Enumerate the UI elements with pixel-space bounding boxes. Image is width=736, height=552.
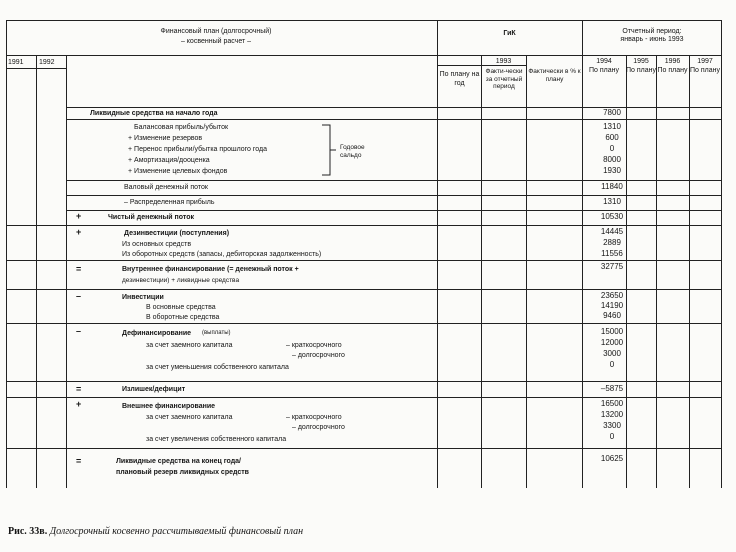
- row-distributed-profit-label: – Распределенная прибыль: [124, 199, 215, 206]
- col-1997-plan: По плану: [689, 67, 720, 74]
- row-external-finance-long-value: 3300: [603, 421, 621, 430]
- row-target-funds-value: 1930: [603, 166, 621, 175]
- row-definancing-long: – долгосрочного: [292, 352, 345, 359]
- row-disinvestment-fixed: Из основных средств: [122, 241, 192, 248]
- figure-number: Рис. 33в.: [8, 526, 48, 537]
- row-target-funds: + Изменение целевых фондов: [128, 168, 228, 175]
- report-period-dates: январь - июнь 1993: [620, 36, 684, 43]
- plan-title: Финансовый план (долгосрочный): [160, 28, 272, 35]
- col-1994: 1994: [596, 58, 612, 65]
- row-definancing-equity: за счет уменьшения собственного капитала: [146, 364, 289, 371]
- row-disinvestment-sign: +: [76, 227, 82, 237]
- row-definancing-label-suffix: (выплаты): [202, 330, 231, 336]
- row-disinvestment-current: Из оборотных средств (запасы, дебиторская задолженность): [122, 251, 322, 258]
- col-1995-plan: По плану: [626, 67, 657, 74]
- row-net-cash-flow-sign: +: [76, 211, 82, 221]
- row-balance-profit: Балансовая прибыль/убыток: [134, 124, 229, 131]
- row-disinvestment-label: Дезинвестиции (поступления): [124, 230, 230, 237]
- col-1997: 1997: [697, 58, 713, 65]
- row-liquid-start-value: 7800: [603, 108, 621, 117]
- row-internal-finance-value: 32775: [600, 262, 624, 271]
- financial-plan-table: [6, 20, 722, 488]
- row-external-finance-short-value: 13200: [600, 410, 624, 419]
- row-liquid-start-label: Ликвидные средства на начало года: [90, 110, 218, 117]
- row-external-finance-long: – долгосрочного: [292, 424, 345, 431]
- col-1994-plan: По плану: [588, 67, 619, 74]
- col-1996-plan: По плану: [657, 67, 688, 74]
- row-net-cash-flow-label: Чистый денежный поток: [108, 214, 194, 221]
- row-internal-finance-label: Внутреннее финансирование (= денежный поток +: [122, 266, 299, 273]
- row-external-finance-value: 16500: [600, 399, 624, 408]
- row-gross-cash-flow-value: 11840: [601, 182, 623, 191]
- row-investment-sign: –: [76, 291, 82, 301]
- col-1992: 1992: [39, 59, 55, 66]
- row-amortization: + Амортизация/дооценка: [128, 157, 210, 164]
- row-definancing-debt: за счет заемного капитала: [146, 342, 233, 349]
- col-1991: 1991: [8, 59, 24, 66]
- col-1995: 1995: [633, 58, 649, 65]
- row-internal-finance-label-2: дезинвестиции) + ликвидные средства: [122, 277, 240, 284]
- figure-caption: [8, 526, 303, 537]
- row-external-finance-equity-value: 0: [609, 432, 615, 441]
- row-investment-fixed-value: 14190: [600, 301, 624, 310]
- row-distributed-profit-value: 1310: [603, 197, 621, 206]
- row-definancing-value: 15000: [600, 327, 624, 336]
- row-liquid-end-label-2: плановый резерв ликвидных средств: [116, 469, 249, 476]
- row-surplus-sign: =: [76, 384, 82, 394]
- row-net-cash-flow-value: 10530: [600, 212, 624, 221]
- row-balance-profit-value: 1310: [603, 122, 621, 131]
- row-surplus-label: Излишек/дефицит: [122, 386, 186, 393]
- row-external-finance-equity: за счет увеличения собственного капитала: [146, 436, 287, 443]
- annual-balance-bracket: [318, 123, 338, 177]
- report-period-header: Отчетный период:: [622, 28, 682, 35]
- row-investment-value: 23650: [600, 291, 624, 300]
- gaap-header: ГиК: [503, 30, 516, 37]
- row-profit-transfer-value: 0: [609, 144, 615, 153]
- row-definancing-sign: –: [76, 326, 82, 336]
- annual-balance-label: Годовое сальдо: [340, 144, 365, 159]
- row-external-finance-short: – краткосрочного: [286, 414, 342, 421]
- figure-caption-text: Долгосрочный косвенно рассчитываемый финансовый план: [49, 526, 304, 537]
- plan-subtitle: – косвенный расчет –: [180, 38, 252, 45]
- col-plan-year: По плану на год: [439, 71, 480, 87]
- row-liquid-end-label: Ликвидные средства на конец года/: [116, 458, 242, 465]
- row-internal-finance-sign: =: [76, 264, 82, 274]
- row-definancing-short-value: 12000: [600, 338, 624, 347]
- col-actual-pct: Фактически в % к плану: [528, 68, 581, 83]
- row-liquid-end-sign: =: [76, 456, 82, 466]
- row-investment-current-value: 9460: [603, 311, 621, 320]
- row-reserves-change-value: 600: [605, 133, 619, 142]
- row-investment-current: В оборотные средства: [146, 314, 220, 321]
- row-definancing-label: Дефинансирование: [122, 330, 192, 337]
- row-profit-transfer: + Перенос прибыли/убытка прошлого года: [128, 146, 268, 153]
- row-liquid-end-value: 10625: [600, 454, 624, 463]
- row-disinvestment-current-value: 11556: [601, 249, 623, 258]
- row-gross-cash-flow-label: Валовый денежный поток: [124, 184, 208, 191]
- row-surplus-value: –5875: [600, 384, 624, 393]
- row-disinvestment-fixed-value: 2889: [603, 238, 621, 247]
- row-external-finance-label: Внешнее финансирование: [122, 403, 216, 410]
- col-1996: 1996: [664, 58, 681, 65]
- row-disinvestment-value: 14445: [600, 227, 624, 236]
- row-definancing-long-value: 3000: [603, 349, 621, 358]
- row-reserves-change: + Изменение резервов: [128, 135, 203, 142]
- row-amortization-value: 8000: [603, 155, 621, 164]
- col-1993: 1993: [495, 58, 512, 65]
- row-definancing-equity-value: 0: [609, 360, 615, 369]
- row-investment-label: Инвестиции: [122, 294, 164, 301]
- row-external-finance-debt: за счет заемного капитала: [146, 414, 233, 421]
- col-actual: Факти-чески за отчетный период: [485, 68, 523, 90]
- row-definancing-short: – краткосрочного: [286, 342, 342, 349]
- row-investment-fixed: В основные средства: [146, 304, 216, 311]
- row-external-finance-sign: +: [76, 399, 82, 409]
